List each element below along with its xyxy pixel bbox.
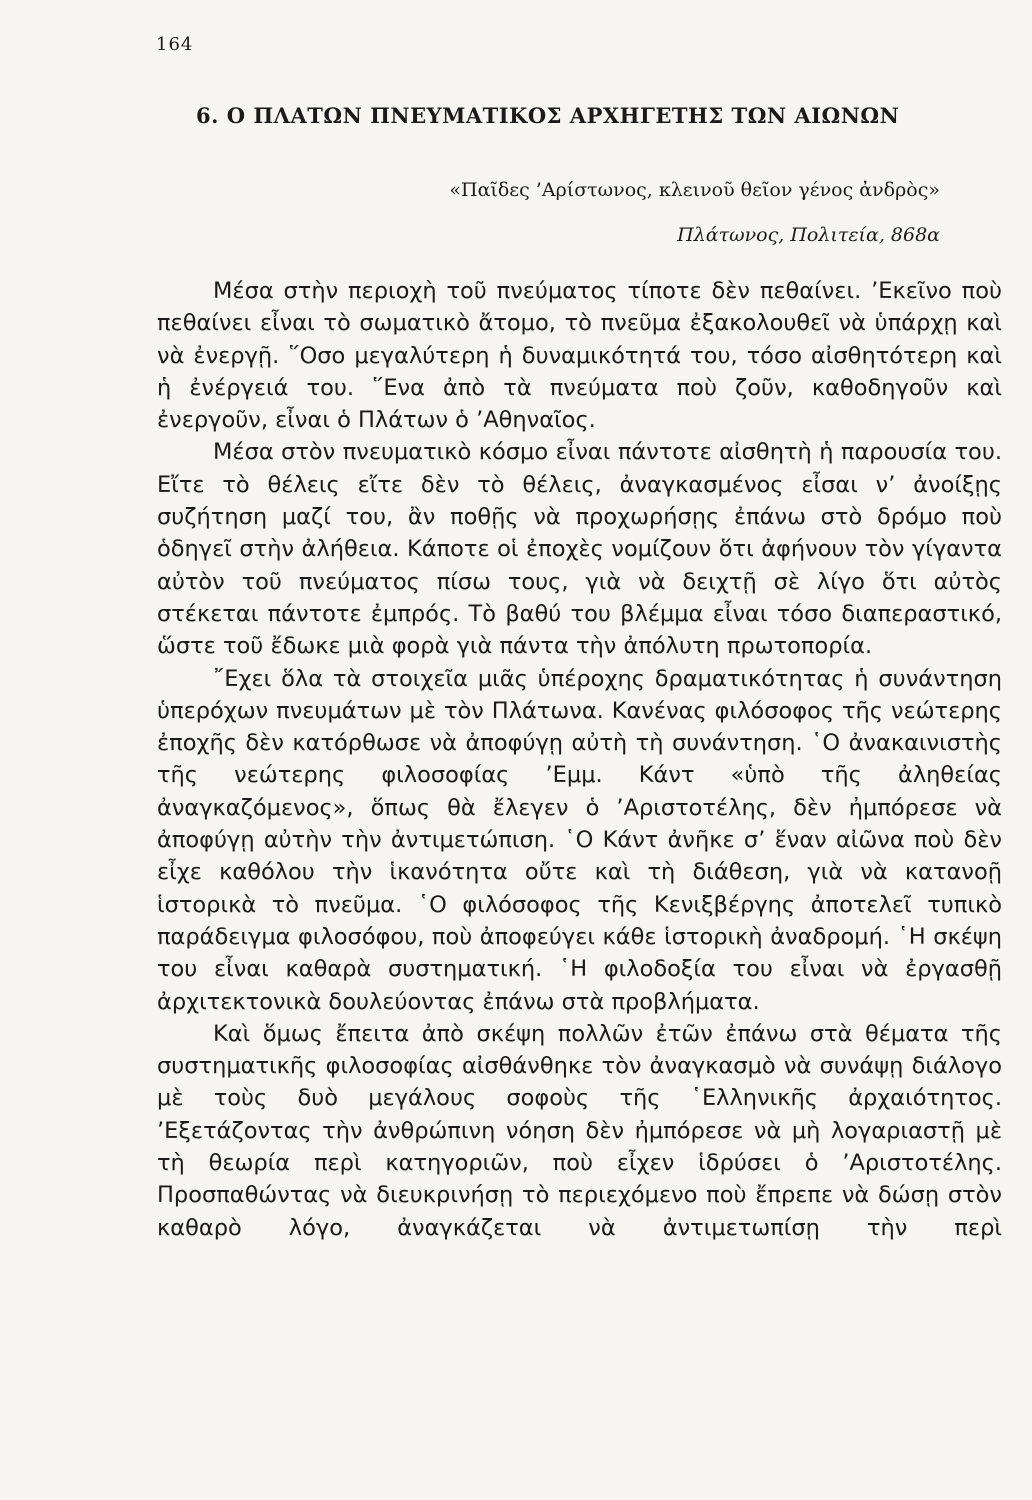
paragraph: Μέσα στὴν περιοχὴ τοῦ πνεύματος τίποτε δὲν πεθαίνει. ’Εκεῖνο ποὺ πεθαίνει εἶναι τὸ σωματικὸ ἄτομο, τὸ πνεῦμα ἐξακολουθεῖ νὰ ὑπάρχῃ καὶ νὰ ἐνεργῇ. ῞Οσο μεγαλύτερη ἡ δυναμικότητά του, τόσο αἰσθητότερη καὶ ἡ ἐνέργειά του. ῞Ενα ἀπὸ τὰ πνεύματα ποὺ ζοῦν, καθοδηγοῦν καὶ ἐνεργοῦν, εἶναι ὁ Πλάτων ὁ ’Αθηναῖος. bbox=[157, 278, 1002, 434]
chapter-title: 6. Ο ΠΛΑΤΩΝ ΠΝΕΥΜΑΤΙΚΟΣ ΑΡΧΗΓΕΤΗΣ ΤΩΝ ΑΙΩΝΩΝ bbox=[196, 103, 900, 128]
body-text bbox=[157, 275, 1002, 1244]
paragraph: Καὶ ὅμως ἔπειτα ἀπὸ σκέψη πολλῶν ἐτῶν ἐπάνω στὰ θέματα τῆς συστηματικῆς φιλοσοφίας αἰσθάνθηκε τὸν ἀναγκασμὸ νὰ συνάψῃ διάλογο μὲ τοὺς δυὸ μεγάλους σοφοὺς τῆς ῾Ελληνικῆς ἀρχαιότητος. ’Εξετάζοντας τὴν ἀνθρώπινη νόηση δὲν ἠμπόρεσε νὰ μὴ λογαριαστῇ μὲ τὴ θεωρία περὶ κατηγοριῶν, ποὺ εἶχεν ἱδρύσει ὁ ’Αριστοτέλης. Προσπαθώντας νὰ διευκρινήσῃ τὸ περιεχόμενο ποὺ ἔπρεπε νὰ δώσῃ στὸν καθαρὸ λόγο, ἀναγκάζεται νὰ ἀντιμετωπίσῃ τὴν περὶ bbox=[157, 1020, 1002, 1241]
page-number: 164 bbox=[156, 34, 194, 55]
epigraph bbox=[449, 168, 940, 258]
paragraph: ῎Εχει ὅλα τὰ στοιχεῖα μιᾶς ὑπέροχης δραματικότητας ἡ συνάντηση ὑπερόχων πνευμάτων μὲ τὸν Πλάτωνα. Κανένας φιλόσοφος τῆς νεώτερης ἐποχῆς δὲν κατόρθωσε νὰ ἀποφύγῃ αὐτὴ τὴ συνάντηση. ῾Ο ἀνακαινιστὴς τῆς νεώτερης φιλοσοφίας ’Εμμ. Κάντ «ὑπὸ τῆς ἀληθείας ἀναγκαζόμενος», ὅπως θὰ ἔλεγεν ὁ ’Αριστοτέλης, δὲν ἠμπόρεσε νὰ ἀποφύγῃ αὐτὴν τὴν ἀντιμετώπιση. ῾Ο Κάντ ἀνῆκε σ’ ἕναν αἰῶνα ποὺ δὲν εἶχε καθόλου τὴν ἱκανότητα οὔτε καὶ τὴ διάθεση, γιὰ νὰ κατανοῇ ἱστορικὰ τὸ πνεῦμα. ῾Ο φιλόσοφος τῆς Κενιξβέργης ἀποτελεῖ τυπικὸ παράδειγμα φιλοσόφου, ποὺ ἀποφεύγει κάθε ἱστορικὴ ἀναδρομή. ῾Η σκέψη του εἶναι καθαρὰ συστηματική. ῾Η φιλοδοξία του εἶναι νὰ ἐργασθῇ ἀρχιτεκτονικὰ δουλεύοντας ἐπάνω στὰ προβλήματα. bbox=[157, 665, 1002, 1015]
epigraph-quote: «Παῖδες ’Αρίστωνος, κλεινοῦ θεῖον γένος ἀνδρὸς» bbox=[449, 179, 940, 201]
epigraph-source: Πλάτωνος, Πολιτεία, 868α bbox=[677, 224, 940, 246]
paragraph: Μέσα στὸν πνευματικὸ κόσμο εἶναι πάντοτε αἰσθητὴ ἡ παρουσία του. Εἴτε τὸ θέλεις εἴτε δὲν τὸ θέλεις, ἀναγκασμένος εἶσαι ν’ ἀνοίξῃς συζήτηση μαζί του, ἂν ποθῇς νὰ προχωρήσῃς ἐπάνω στὸ δρόμο ποὺ ὁδηγεῖ στὴν ἀλήθεια. Κάποτε οἱ ἐποχὲς νομίζουν ὅτι ἀφήνουν τὸν γίγαντα αὐτὸν τοῦ πνεύματος πίσω τους, γιὰ νὰ δειχτῇ σὲ λίγο ὅτι αὐτὸς στέκεται πάντοτε ἐμπρός. Τὸ βαθύ του βλέμμα εἶναι τόσο διαπεραστικό, ὥστε τοῦ ἔδωκε μιὰ φορὰ γιὰ πάντα τὴν ἀπόλυτη πρωτοπορία. bbox=[157, 439, 1002, 660]
